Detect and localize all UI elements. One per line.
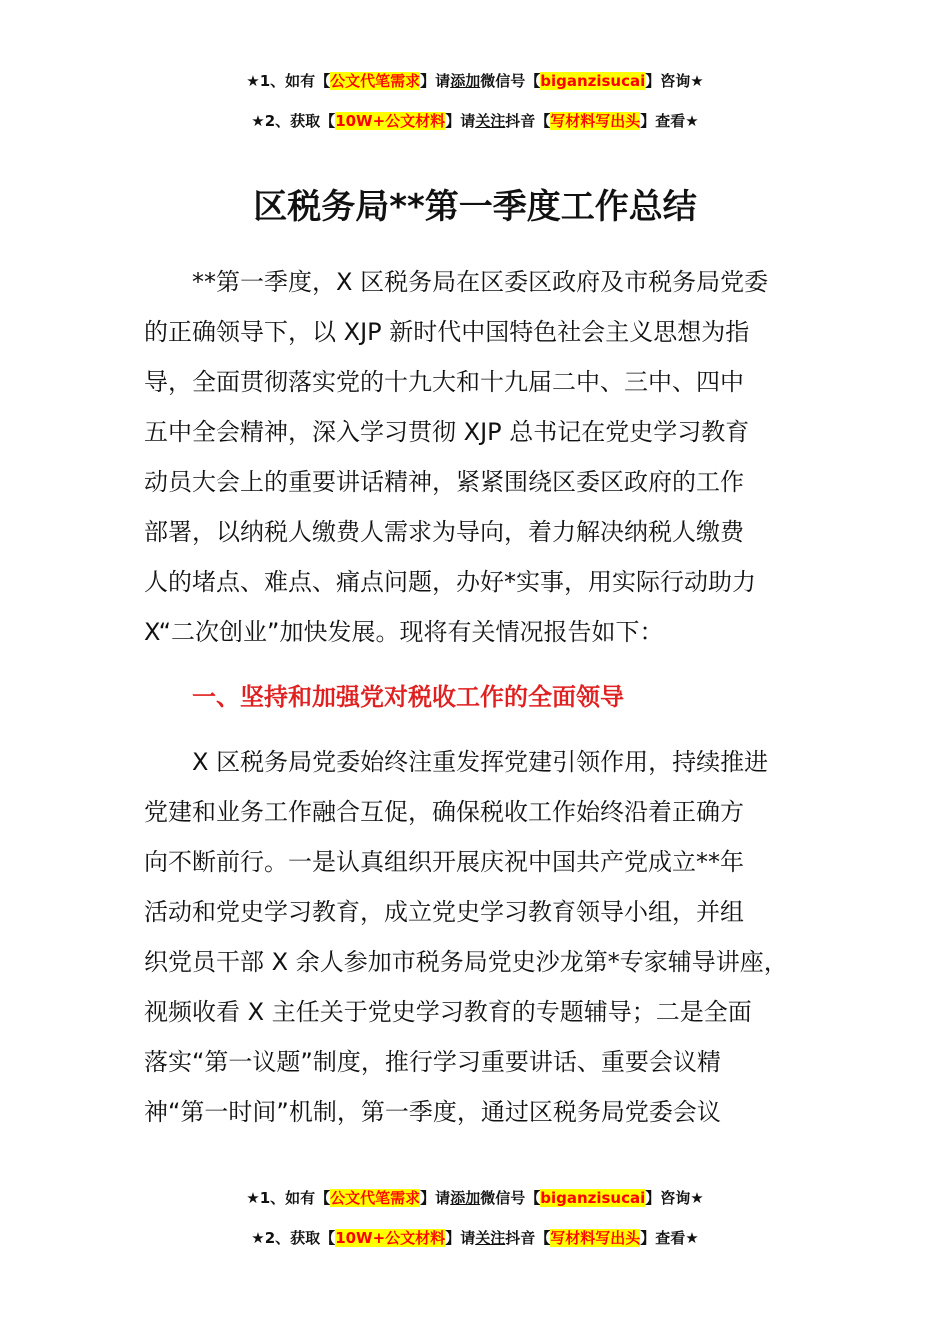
ad-prefix: ★2、获取【 — [251, 112, 336, 130]
paragraph-line: 动员大会上的重要讲话精神，紧紧围绕区委区政府的工作 — [144, 468, 744, 496]
ad-underlined: 关注 — [475, 112, 506, 130]
ad-middle: 】请 — [445, 112, 476, 130]
paragraph-line: X 区税务局党委始终注重发挥党建引领作用，持续推进 — [192, 748, 769, 776]
paragraph-line: 神“第一时间”机制，第一季度，通过区税务局党委会议 — [144, 1098, 721, 1126]
paragraph-line: 部署，以纳税人缴费人需求为导向，着力解决纳税人缴费 — [144, 518, 744, 546]
paragraph-line: 的正确领导下，以 XJP 新时代中国特色社会主义思想为指 — [144, 318, 750, 346]
ad-highlight: 10W+公文材料 — [335, 1229, 446, 1247]
ad-suffix: 】咨询★ — [645, 72, 704, 90]
section-heading: 一、坚持和加强党对税收工作的全面领导 — [192, 683, 624, 711]
ad-wechat-id: biganzisucai — [540, 72, 646, 90]
ad-douyin-id: 写材料写出头 — [550, 112, 641, 130]
ad-highlight: 10W+公文材料 — [335, 112, 446, 130]
paragraph-line: X“二次创业”加快发展。现将有关情况报告如下： — [144, 618, 664, 646]
paragraph-line: 视频收看 X 主任关于党史学习教育的专题辅导；二是全面 — [144, 998, 752, 1026]
ad-middle: 抖音【 — [505, 1229, 551, 1247]
ad-suffix: 】查看★ — [640, 1229, 699, 1247]
paragraph-line: 向不断前行。一是认真组织开展庆祝中国共产党成立**年 — [144, 848, 744, 876]
ad-highlight: 公文代笔需求 — [330, 72, 421, 90]
ad-highlight: 公文代笔需求 — [330, 1189, 421, 1207]
ad-middle: 微信号【 — [480, 1189, 541, 1207]
paragraph-line: 落实“第一议题”制度，推行学习重要讲话、重要会议精 — [144, 1048, 721, 1076]
paragraph-line: 五中全会精神，深入学习贯彻 XJP 总书记在党史学习教育 — [144, 418, 750, 446]
paragraph-line: 织党员干部 X 余人参加市税务局党史沙龙第*专家辅导讲座， — [144, 948, 788, 976]
ad-middle: 】请 — [420, 72, 451, 90]
document-title: 区税务局**第一季度工作总结 — [253, 187, 697, 227]
paragraph-line: **第一季度，X 区税务局在区委区政府及市税务局党委 — [192, 268, 769, 296]
bottom-ad-line-2 — [0, 1227, 950, 1249]
ad-prefix: ★2、获取【 — [251, 1229, 336, 1247]
ad-suffix: 】查看★ — [640, 112, 699, 130]
ad-wechat-id: biganzisucai — [540, 1189, 646, 1207]
ad-middle: 】请 — [420, 1189, 451, 1207]
top-ad-line-1 — [0, 70, 950, 92]
bottom-ad-line-1 — [0, 1187, 950, 1209]
ad-middle: 微信号【 — [480, 72, 541, 90]
paragraph-line: 导，全面贯彻落实党的十九大和十九届二中、三中、四中 — [144, 368, 744, 396]
ad-suffix: 】咨询★ — [645, 1189, 704, 1207]
paragraph-line: 人的堵点、难点、痛点问题，办好*实事，用实际行动助力 — [144, 568, 756, 596]
paragraph-line: 党建和业务工作融合互促，确保税收工作始终沿着正确方 — [144, 798, 744, 826]
top-ad-line-2 — [0, 110, 950, 132]
ad-underlined: 添加 — [450, 72, 481, 90]
ad-prefix: ★1、如有【 — [246, 72, 331, 90]
ad-underlined: 关注 — [475, 1229, 506, 1247]
ad-douyin-id: 写材料写出头 — [550, 1229, 641, 1247]
section-paragraph — [144, 737, 810, 1137]
paragraph-line: 活动和党史学习教育，成立党史学习教育领导小组，并组 — [144, 898, 744, 926]
intro-paragraph — [144, 257, 810, 657]
ad-middle: 抖音【 — [505, 112, 551, 130]
ad-middle: 】请 — [445, 1229, 476, 1247]
ad-underlined: 添加 — [450, 1189, 481, 1207]
ad-prefix: ★1、如有【 — [246, 1189, 331, 1207]
